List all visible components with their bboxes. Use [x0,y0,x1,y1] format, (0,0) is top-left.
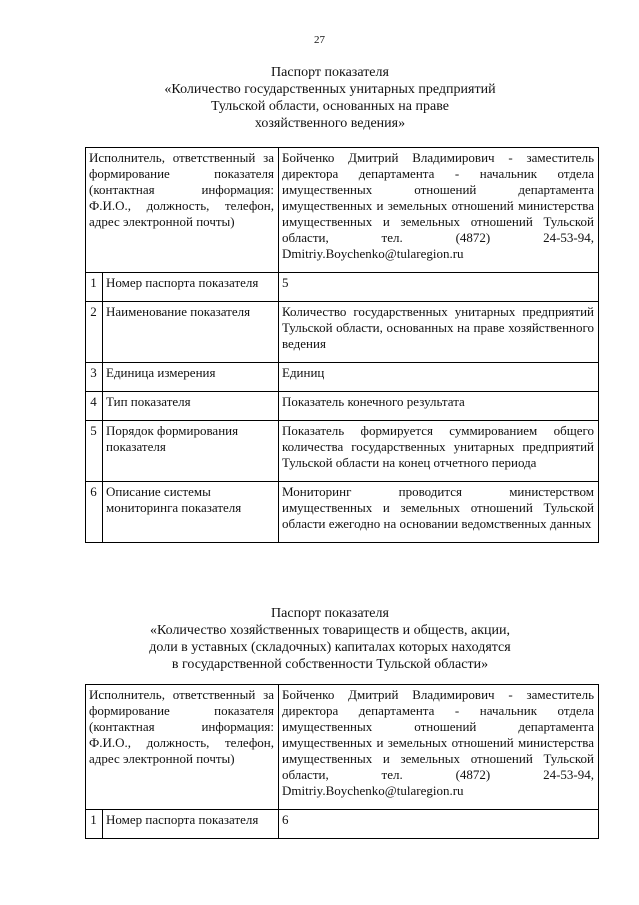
table-row [86,810,599,839]
title-line: Паспорт показателя [271,606,389,621]
title-line: доли в уставных (складочных) капиталах которых находятся [149,640,511,655]
row-label: Тип показателя [103,392,279,421]
title-line: «Количество хозяйственных товариществ и обществ, акции, [149,623,511,638]
row-value: Показатель формируется суммированием общего количества государственных унитарных предприятий Тульской области на конец отчетного периода [279,421,599,482]
table-row [86,392,599,421]
row-value: Единиц [279,363,599,392]
table-row [86,273,599,302]
row-number: 2 [86,302,103,363]
row-number: 6 [86,482,103,543]
executor-label: Исполнитель, ответственный за формирование показателя (контактная информация: Ф.И.О., должность, телефон, адрес электронной почты) [86,685,279,810]
table-row [86,363,599,392]
row-number: 3 [86,363,103,392]
table-row-executor [86,685,599,810]
row-number: 4 [86,392,103,421]
row-label: Номер паспорта показателя [103,273,279,302]
executor-value: Бойченко Дмитрий Владимирович - заместитель директора департамента - начальник отдела имущественных отношений департамента имущественных и земельных отношений министерства имущественных и земельных отношений Тульской области, тел. (4872) 24-53-94, Dmitriy.Boychenko@tularegion.ru [279,148,599,273]
table-row [86,421,599,482]
title-line: «Количество государственных унитарных предприятий [164,82,496,97]
row-label: Описание системы мониторинга показателя [103,482,279,543]
title-line: в государственной собственности Тульской области» [171,657,489,672]
row-value: Показатель конечного результата [279,392,599,421]
passport-1-title [40,64,620,132]
title-line: хозяйственного ведения» [254,116,406,131]
row-value: 6 [279,810,599,839]
row-number: 1 [86,273,103,302]
table-row [86,302,599,363]
passport-2-table [85,684,599,839]
row-label: Единица измерения [103,363,279,392]
title-line: Паспорт показателя [271,65,389,80]
passport-1-table [85,147,599,543]
row-value: 5 [279,273,599,302]
title-line: Тульской области, основанных на праве [211,99,449,114]
row-number: 1 [86,810,103,839]
table-row-executor [86,148,599,273]
row-value: Мониторинг проводится министерством имущественных и земельных отношений Тульской области ежегодно на основании ведомственных данных [279,482,599,543]
row-number: 5 [86,421,103,482]
row-label: Номер паспорта показателя [103,810,279,839]
row-label: Порядок формирования показателя [103,421,279,482]
executor-label: Исполнитель, ответственный за формирование показателя (контактная информация: Ф.И.О., должность, телефон, адрес электронной почты) [86,148,279,273]
table-row [86,482,599,543]
passport-2-title [40,605,620,673]
row-label: Наименование показателя [103,302,279,363]
row-value: Количество государственных унитарных предприятий Тульской области, основанных на праве хозяйственного ведения [279,302,599,363]
executor-value: Бойченко Дмитрий Владимирович - заместитель директора департамента - начальник отдела имущественных отношений департамента имущественных и земельных отношений министерства имущественных и земельных отношений Тульской области, тел. (4872) 24-53-94, Dmitriy.Boychenko@tularegion.ru [279,685,599,810]
page-number: 27 [314,34,325,46]
